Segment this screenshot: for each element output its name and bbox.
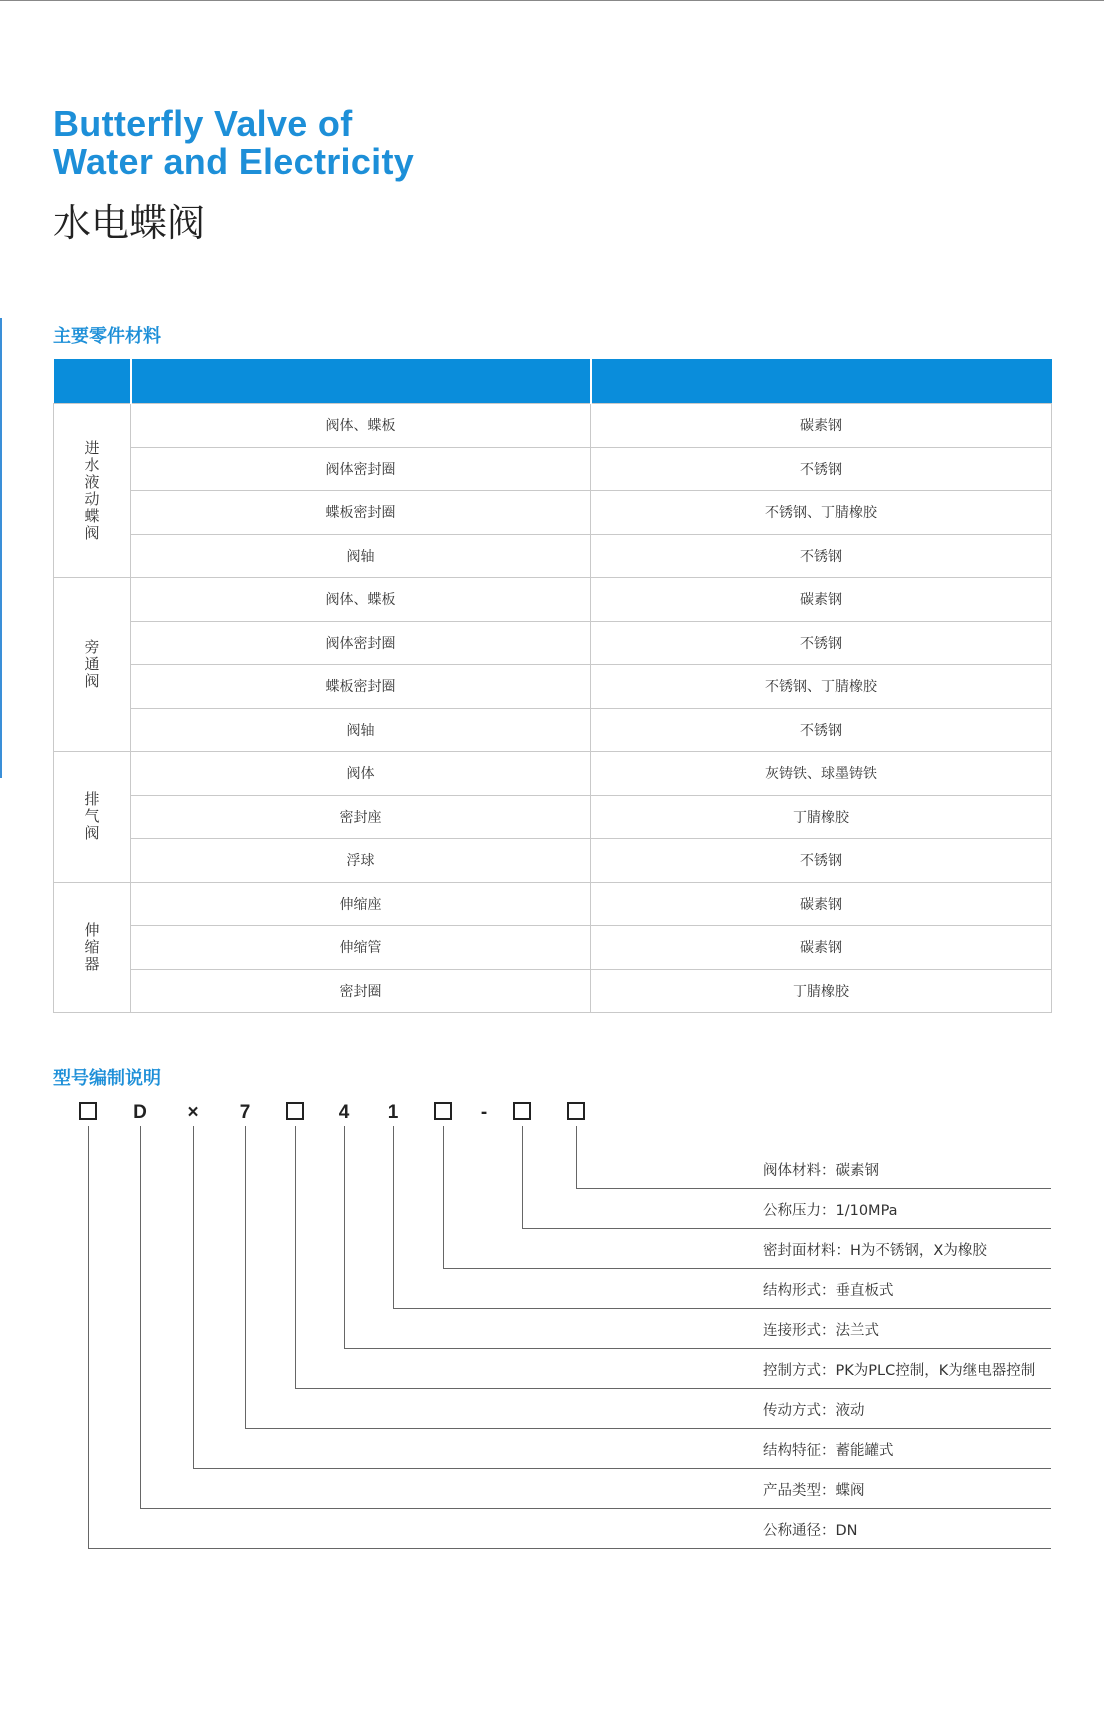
code-placeholder-box bbox=[561, 1100, 591, 1126]
part-cell: 阀轴 bbox=[131, 534, 591, 578]
table-row bbox=[54, 621, 1052, 665]
code-label: 产品类型：蝶阀 bbox=[763, 1483, 865, 1499]
leader-vertical-line bbox=[576, 1126, 577, 1188]
code-label: 结构形式：垂直板式 bbox=[763, 1283, 894, 1299]
code-label: 连接形式：法兰式 bbox=[763, 1323, 879, 1339]
part-cell: 阀轴 bbox=[131, 708, 591, 752]
code-char: - bbox=[480, 1102, 488, 1123]
code-placeholder-box bbox=[428, 1100, 458, 1126]
table-row bbox=[54, 708, 1052, 752]
leader-vertical-line bbox=[245, 1126, 246, 1428]
material-cell: 不锈钢 bbox=[591, 534, 1052, 578]
group-name: 进水液动蝶阀 bbox=[84, 438, 100, 542]
part-cell: 蝶板密封圈 bbox=[131, 665, 591, 709]
leader-vertical-line bbox=[295, 1126, 296, 1388]
part-cell: 密封座 bbox=[131, 795, 591, 839]
table-row bbox=[54, 665, 1052, 709]
code-placeholder-box bbox=[73, 1100, 103, 1126]
table-row bbox=[54, 578, 1052, 622]
group-name-cell bbox=[54, 882, 131, 1013]
code-label: 阀体材料：碳素钢 bbox=[763, 1163, 879, 1179]
table-header-row bbox=[54, 359, 1052, 404]
leader-vertical-line bbox=[522, 1126, 523, 1228]
part-cell: 伸缩座 bbox=[131, 882, 591, 926]
material-cell: 不锈钢 bbox=[591, 708, 1052, 752]
part-cell: 蝶板密封圈 bbox=[131, 491, 591, 535]
leader-horizontal-line bbox=[140, 1508, 1051, 1509]
table-row bbox=[54, 491, 1052, 535]
material-cell: 不锈钢、丁腈橡胶 bbox=[591, 491, 1052, 535]
left-accent-bar bbox=[0, 318, 2, 778]
group-name: 旁通阀 bbox=[84, 638, 100, 690]
part-cell: 阀体密封圈 bbox=[131, 621, 591, 665]
part-cell: 密封圈 bbox=[131, 969, 591, 1013]
leader-horizontal-line bbox=[443, 1268, 1051, 1269]
part-cell: 阀体、蝶板 bbox=[131, 578, 591, 622]
code-label: 结构特征：蓄能罐式 bbox=[763, 1443, 894, 1459]
material-cell: 碳素钢 bbox=[591, 404, 1052, 448]
group-name-cell bbox=[54, 578, 131, 752]
table-row bbox=[54, 969, 1052, 1013]
header-cell-material bbox=[591, 359, 1052, 404]
table-row bbox=[54, 447, 1052, 491]
part-cell: 阀体 bbox=[131, 752, 591, 796]
code-char: × bbox=[187, 1102, 199, 1123]
placeholder-box-icon bbox=[434, 1102, 452, 1120]
group-name-cell bbox=[54, 752, 131, 883]
part-cell: 阀体、蝶板 bbox=[131, 404, 591, 448]
part-cell: 伸缩管 bbox=[131, 926, 591, 970]
placeholder-box-icon bbox=[567, 1102, 585, 1120]
code-placeholder-box bbox=[280, 1100, 310, 1126]
material-cell: 丁腈橡胶 bbox=[591, 969, 1052, 1013]
leader-horizontal-line bbox=[88, 1548, 1051, 1549]
code-label: 公称压力：1/10MPa bbox=[763, 1203, 898, 1219]
material-cell: 丁腈橡胶 bbox=[591, 795, 1052, 839]
leader-horizontal-line bbox=[344, 1348, 1051, 1349]
table-row bbox=[54, 882, 1052, 926]
code-char: 1 bbox=[387, 1102, 399, 1123]
table-row bbox=[54, 839, 1052, 883]
material-cell: 不锈钢 bbox=[591, 447, 1052, 491]
material-cell: 不锈钢 bbox=[591, 839, 1052, 883]
title-english-line-2: Water and Electricity bbox=[53, 141, 415, 182]
table-row bbox=[54, 404, 1052, 448]
material-cell: 灰铸铁、球墨铸铁 bbox=[591, 752, 1052, 796]
top-border-line bbox=[0, 0, 1104, 1]
leader-horizontal-line bbox=[295, 1388, 1051, 1389]
leader-vertical-line bbox=[393, 1126, 394, 1308]
code-label: 控制方式：PK为PLC控制，K为继电器控制 bbox=[763, 1363, 1036, 1379]
leader-vertical-line bbox=[443, 1126, 444, 1268]
leader-vertical-line bbox=[88, 1126, 89, 1548]
materials-section-title: 主要零件材料 bbox=[53, 326, 161, 347]
placeholder-box-icon bbox=[79, 1102, 97, 1120]
leader-vertical-line bbox=[344, 1126, 345, 1348]
table-row bbox=[54, 534, 1052, 578]
table-row bbox=[54, 926, 1052, 970]
title-chinese: 水电蝶阀 bbox=[53, 201, 206, 245]
code-char: 7 bbox=[239, 1102, 251, 1123]
material-cell: 碳素钢 bbox=[591, 882, 1052, 926]
title-english bbox=[53, 105, 414, 181]
material-cell: 不锈钢、丁腈橡胶 bbox=[591, 665, 1052, 709]
leader-horizontal-line bbox=[393, 1308, 1051, 1309]
material-cell: 碳素钢 bbox=[591, 578, 1052, 622]
code-placeholder-box bbox=[507, 1100, 537, 1126]
code-label: 公称通径：DN bbox=[763, 1523, 858, 1539]
table-row bbox=[54, 795, 1052, 839]
group-name: 伸缩器 bbox=[84, 920, 100, 973]
leader-vertical-line bbox=[140, 1126, 141, 1508]
code-char: 4 bbox=[338, 1102, 350, 1123]
title-english-line-1: Butterfly Valve of bbox=[53, 103, 353, 144]
placeholder-box-icon bbox=[513, 1102, 531, 1120]
part-cell: 浮球 bbox=[131, 839, 591, 883]
model-code-diagram bbox=[0, 1100, 1104, 1560]
part-cell: 阀体密封圈 bbox=[131, 447, 591, 491]
header-cell-group bbox=[54, 359, 131, 404]
material-cell: 碳素钢 bbox=[591, 926, 1052, 970]
leader-horizontal-line bbox=[522, 1228, 1051, 1229]
group-name: 排气阀 bbox=[84, 790, 100, 843]
leader-vertical-line bbox=[193, 1126, 194, 1468]
placeholder-box-icon bbox=[286, 1102, 304, 1120]
leader-horizontal-line bbox=[193, 1468, 1051, 1469]
group-name-cell bbox=[54, 404, 131, 578]
header-cell-part bbox=[131, 359, 591, 404]
code-label: 密封面材料：H为不锈钢，X为橡胶 bbox=[763, 1243, 987, 1259]
code-label: 传动方式：液动 bbox=[763, 1403, 865, 1419]
leader-horizontal-line bbox=[576, 1188, 1051, 1189]
code-char: D bbox=[133, 1102, 147, 1123]
model-code-section-title: 型号编制说明 bbox=[53, 1068, 161, 1089]
leader-horizontal-line bbox=[245, 1428, 1051, 1429]
materials-table bbox=[53, 359, 1052, 1013]
table-row bbox=[54, 752, 1052, 796]
material-cell: 不锈钢 bbox=[591, 621, 1052, 665]
